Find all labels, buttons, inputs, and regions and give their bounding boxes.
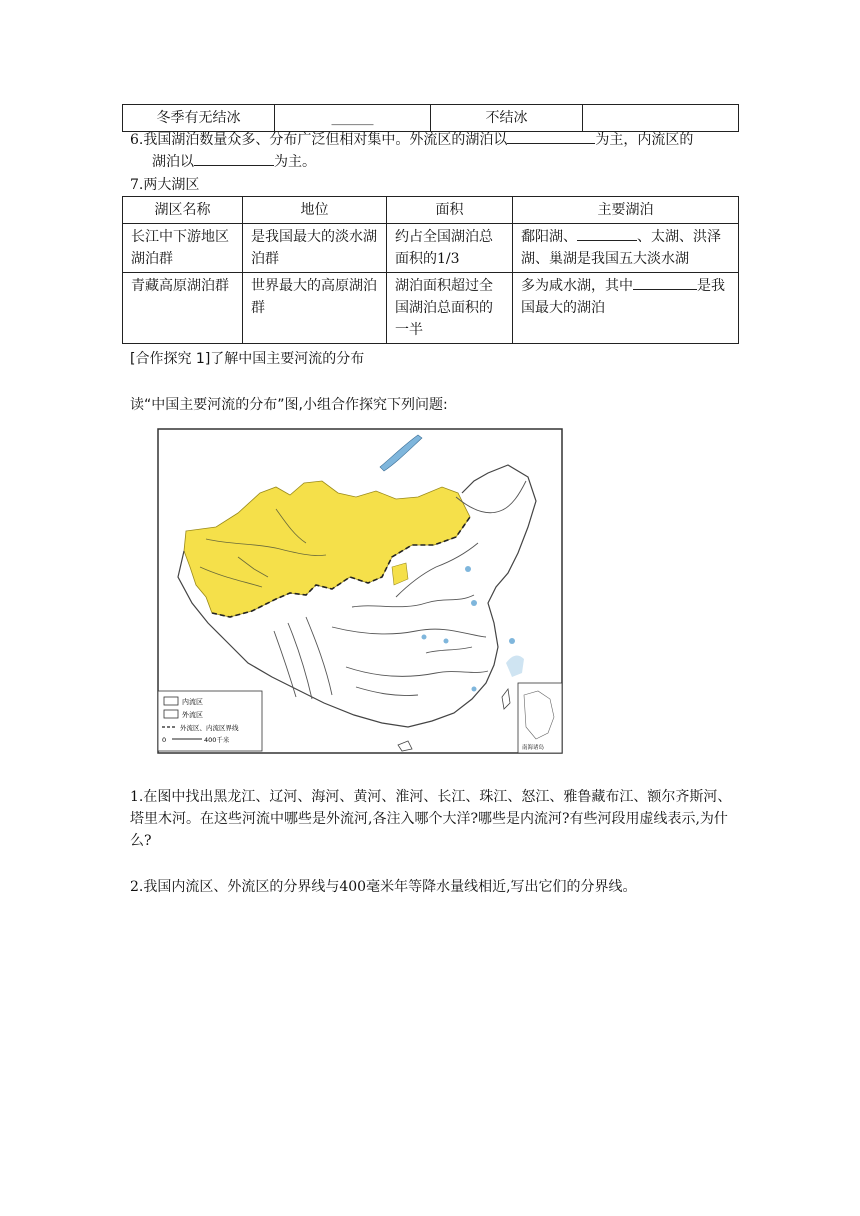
answer-blank[interactable] xyxy=(507,129,595,144)
question-2: 2.我国内流区、外流区的分界线与400毫米年等降水量线相近,写出它们的分界线。 xyxy=(130,879,637,895)
header-name: 湖区名称 xyxy=(123,197,243,224)
legend-outer-swatch xyxy=(164,710,178,718)
map-legend xyxy=(158,691,262,751)
inset-label: 南海诸岛 xyxy=(522,745,545,751)
answer-blank[interactable] xyxy=(633,275,697,290)
table-header-row xyxy=(123,197,739,224)
sea-marker xyxy=(465,566,471,572)
answer-blank[interactable] xyxy=(577,226,637,241)
lake-marker xyxy=(444,639,449,644)
question-1: 1.在图中找出黑龙江、辽河、海河、黄河、淮河、长江、珠江、怒江、雅鲁藏布江、额尔齐斯河、塔里木河。在这些河流中哪些是外流河,各注入哪个大洋?哪些是内流河?有些河段用虚线表示,为什么? xyxy=(130,789,732,849)
south-sea-inset xyxy=(518,683,562,753)
scale-label: 400千米 xyxy=(204,736,230,744)
row2-lakes xyxy=(513,273,739,344)
row2-lakes-b: 是我国最大的湖泊 xyxy=(521,278,725,316)
scale-zero: 0 xyxy=(162,736,167,744)
header-lakes: 主要湖泊 xyxy=(513,197,739,224)
item6-text-c: 湖泊以 xyxy=(152,154,194,170)
legend-inner-swatch xyxy=(164,697,178,705)
river-distribution-map xyxy=(156,427,564,755)
lake-marker xyxy=(422,635,427,640)
row1-name: 长江中下游地区湖泊群 xyxy=(123,224,243,273)
item6-text-a: 6.我国湖泊数量众多、分布广泛但相对集中。外流区的湖泊以 xyxy=(130,132,508,148)
row1-lakes xyxy=(513,224,739,273)
table-row xyxy=(123,105,739,132)
answer-blank[interactable] xyxy=(194,151,274,166)
table-row xyxy=(123,273,739,344)
row2-name: 青藏高原湖泊群 xyxy=(123,273,243,344)
explore-heading: [合作探究 1]了解中国主要河流的分布 xyxy=(130,351,365,367)
explore-instruction: 读“中国主要河流的分布”图,小组合作探究下列问题: xyxy=(130,397,448,413)
legend-line-label: 外流区、内流区界线 xyxy=(180,724,239,732)
table-cell-value: 不结冰 xyxy=(431,105,583,132)
header-area: 面积 xyxy=(387,197,513,224)
lake-region-table xyxy=(122,196,739,344)
row2-status: 世界最大的高原湖泊群 xyxy=(243,273,387,344)
item-7-title: 7.两大湖区 xyxy=(130,177,200,193)
item6-text-b: 为主，内流区的 xyxy=(595,132,694,148)
table-cell-label: 冬季有无结冰 xyxy=(123,105,275,132)
sea-marker xyxy=(471,600,477,606)
row1-area: 约占全国湖泊总面积的1/3 xyxy=(387,224,513,273)
sea-marker xyxy=(509,638,515,644)
row1-lakes-a: 鄱阳湖、 xyxy=(521,229,577,245)
legend-inner-label: 内流区 xyxy=(182,698,203,706)
table-row xyxy=(123,224,739,273)
map-svg xyxy=(156,427,564,755)
header-status: 地位 xyxy=(243,197,387,224)
row2-area: 湖泊面积超过全国湖泊总面积的一半 xyxy=(387,273,513,344)
item-6 xyxy=(130,129,742,173)
item6-text-d: 为主。 xyxy=(274,154,316,170)
row1-status: 是我国最大的淡水湖泊群 xyxy=(243,224,387,273)
legend-outer-label: 外流区 xyxy=(182,711,203,719)
sea-marker xyxy=(472,687,477,692)
table-cell-blank: ______ xyxy=(275,105,431,132)
table-cell-empty xyxy=(583,105,739,132)
row2-lakes-a: 多为咸水湖，其中 xyxy=(521,278,633,294)
freeze-table xyxy=(122,104,739,132)
row1-lakes-b: 、太湖、洪泽湖、巢湖是我国五大淡水湖 xyxy=(521,229,721,267)
